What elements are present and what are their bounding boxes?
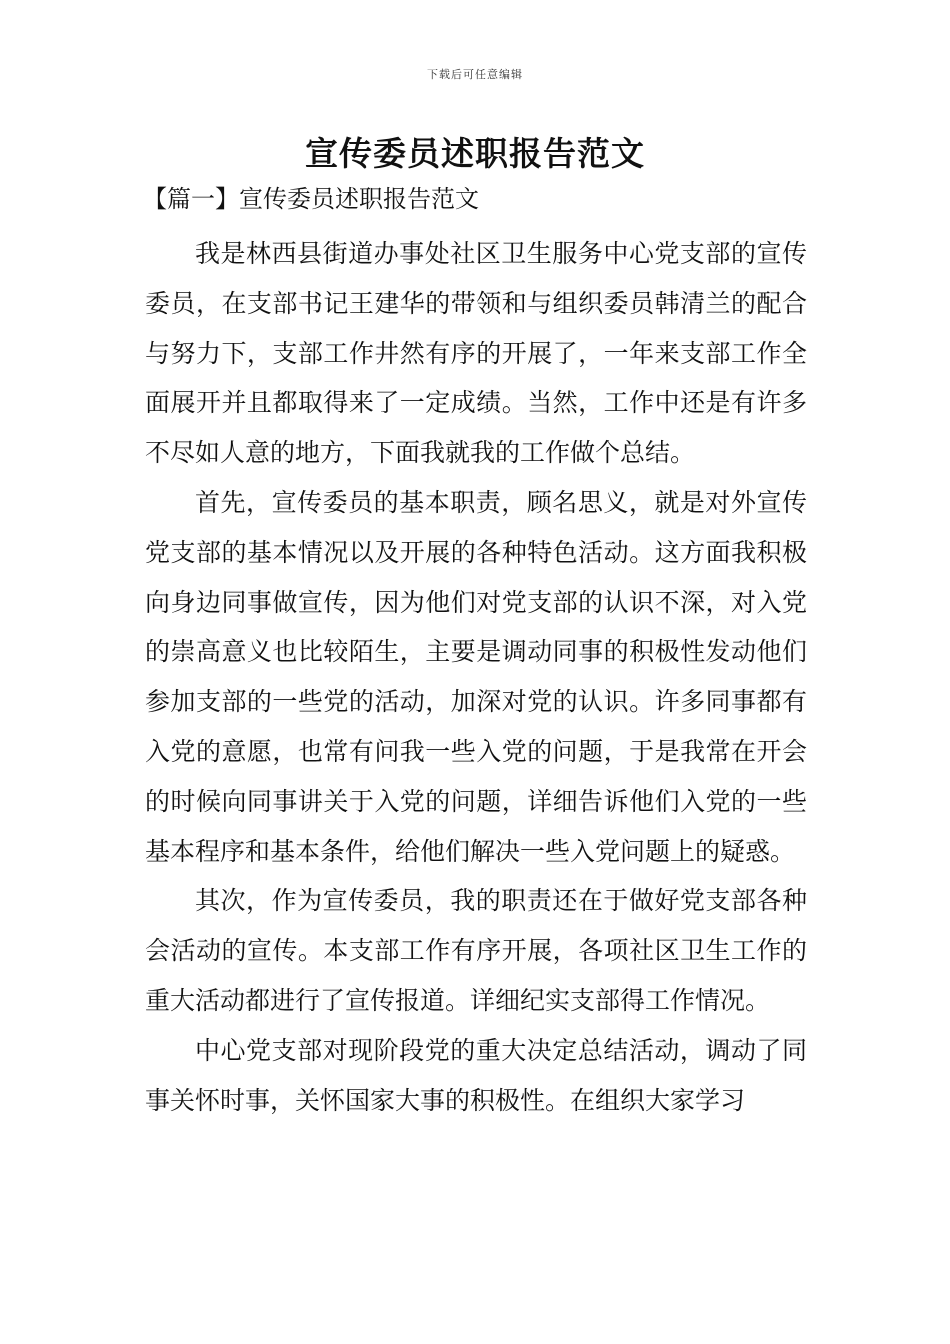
header-note: 下载后可任意编辑 [427, 68, 523, 81]
paragraph-1: 我是林西县街道办事处社区卫生服务中心党支部的宣传委员，在支部书记王建华的带领和与组织委员韩清兰的配合与努力下，支部工作井然有序的开展了，一年来支部工作全面展开并且都取得来了一定成绩。当然，工作中还是有许多不尽如人意的地方，下面我就我的工作做个总结。 [145, 239, 807, 468]
paragraph-3: 其次，作为宣传委员，我的职责还在于做好党支部各种会活动的宣传。本支部工作有序开展，各项社区卫生工作的重大活动都进行了宣传报道。详细纪实支部得工作情况。 [145, 886, 807, 1015]
paragraph-2: 首先，宣传委员的基本职责，顾名思义，就是对外宣传党支部的基本情况以及开展的各种特色活动。这方面我积极向身边同事做宣传，因为他们对党支部的认识不深，对入党的崇高意义也比较陌生，主要是调动同事的积极性发动他们参加支部的一些党的活动，加深对党的认识。许多同事都有入党的意愿，也常有问我一些入党的问题，于是我常在开会的时候向同事讲关于入党的问题，详细告诉他们入党的一些基本程序和基本条件，给他们解决一些入党问题上的疑惑。 [145, 487, 807, 866]
paragraph-4: 中心党支部对现阶段党的重大决定总结活动，调动了同事关怀时事，关怀国家大事的积极性。在组织大家学习 [145, 1035, 807, 1115]
document-title: 宣传委员述职报告范文 [305, 134, 645, 173]
section-heading: 【篇一】宣传委员述职报告范文 [143, 185, 479, 213]
document-body [145, 229, 807, 1125]
